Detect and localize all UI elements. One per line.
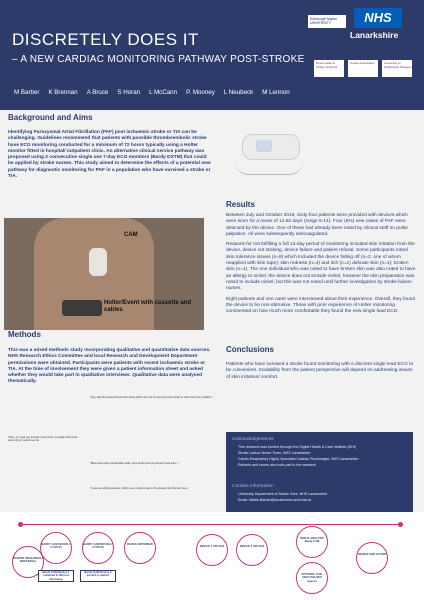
author-name: A Bruce — [86, 89, 109, 96]
nhs-logo: NHS — [354, 8, 402, 28]
nhs-region: Lanarkshire — [350, 30, 399, 40]
results-heading: Results — [226, 200, 255, 209]
cam-label: CAM — [124, 232, 138, 238]
contact-email[interactable]: Email: Martin.Barber@lanarkshire.scot.nhs.uk — [238, 498, 312, 502]
contact-item: University Department of Stroke Care, NHS Lanarkshire — [238, 492, 328, 496]
flow-node: PATIENT DISCHARGE / (REFERRAL) — [12, 546, 44, 578]
flow-node: BARDY CAM DEVICE 1 (7 DAYS) — [40, 532, 72, 564]
holter-label: Holter/Event with cassette and cables — [104, 300, 192, 313]
poster-title: DISCRETELY DOES IT — [12, 30, 199, 49]
author-name: L Neubeck — [223, 89, 254, 96]
flow-node: BARDY CAM DEVICE 2 (7 DAYS) — [82, 532, 114, 564]
ack-item: Stroke Liaison Nurse Team, NHS Lanarkshire — [238, 451, 311, 455]
flow-box: Bardy CAM Device 2 posted to patient — [80, 570, 116, 582]
flow-node: DEVICE 1 UPLOAD — [196, 534, 228, 566]
flow-node: INITIAL ANALYSIS Bardy CAM — [296, 526, 328, 558]
pathway-flowchart — [0, 512, 424, 600]
flow-node: DEVICE RETURNED — [124, 532, 156, 564]
ack-item: Cardio-Respiratory Highly Specialist Cardiac Physiologist, NHS Lanarkshire — [238, 457, 359, 461]
flow-box: Bardy CAM Device 1 collected & fitted at discharge — [38, 570, 74, 582]
conclusions-heading: Conclusions — [226, 345, 275, 354]
flow-node: DEVICE 2 UPLOAD — [236, 534, 268, 566]
contact-heading: Contact Information — [232, 484, 274, 489]
author-name: L McCann — [149, 89, 178, 96]
partner-logo: University of Strathclyde Glasgow — [382, 60, 412, 77]
author-list — [14, 89, 290, 96]
author-name: M Barber — [14, 89, 40, 96]
header-banner — [0, 0, 424, 110]
ack-item: This research was funded through the Digital Health & Care Institute (DHI) — [238, 445, 357, 449]
ack-heading: Acknowledgements — [232, 437, 274, 442]
cam-device — [89, 248, 107, 276]
university-logo: Edinburgh Napier UNIVERSITY — [308, 15, 346, 28]
conclusions-text: Patients who have survived a stroke found monitoring with a discreet single lead ECG to be convenient. Scalability from the patient perspective will depend on addressing issues of skin irritation/ comfort. — [226, 362, 414, 380]
author-name: S Horan — [117, 89, 141, 96]
background-text: Identifying Paroxysmal Atrial Fibrillation (PAF) post ischaemic stroke or TIA can be challenging. Guidelines recommend that patients with possible thromboembolic stroke have ECG monitoring conducted for a minimum of 72 hours typically using a Holter monitor fitted in hospital/ outpatient clinic. An alternative clinical service pathway was proposed using 2 consecutive single use 7-day ECG monitors (Bardy DXTM) that could be applied by stroke nurses. This study aimed to determine the effects of a potential new pathway for diagnostic monitoring for PAF in a population who have survived a stroke or TIA. — [8, 130, 211, 180]
poster-subtitle: – A NEW CARDIAC MONITORING PATHWAY POST-STROKE — [12, 54, 305, 65]
partner-logo: Stroke Association — [348, 60, 378, 77]
monitor-device-image — [224, 120, 314, 180]
author-name: P. Mooney — [186, 89, 215, 96]
flow-node: REVIEW AND ACTION — [356, 542, 388, 574]
background-heading: Background and Aims — [8, 113, 93, 122]
results-paragraph: Reasons for not fulfilling a full 14-day period of monitoring included skin irritation from the device, device not sticking, device failure and patient refusal. Some participants noted skin tolerance issues (n=9) which included the device falling off (n=2, one of whom reapplied with skin tape); skin redness (n=4) and itch (n=1) delicate skin (n=1); broken skin (n=1). The one individual who was noted to have broken skin was also noted to have an allergy to nickel, the device does not include nickel, however the skin preparation was noted to include nickel, but this was not noted until further investigation by stroke liaison nurses. — [226, 242, 416, 292]
results-paragraph: Between July and October 2019, Sixty-four patients were provided with devices which were worn for a mean of 12.65 days (range 5-14). Four (6%) new cases of PAF were detected by the device. One of these had already been noted by clinical staff on pulse palpation. All were subsequently anticoagulated. — [226, 213, 408, 237]
flow-node: OPTIONAL SUB-ANALYSIS NHS Agency — [296, 562, 328, 594]
methods-text: This was a mixed methods study incorporating qualitative and quantitative data sources. NHS Research Ethics Committee and local Research and Development Department permissions were obtained. Participants were patients with recent ischaemic stroke or TIA. At the time of involvement they were given a patient information sheet and asked whether they would take part in qualitative interviews. Qualitative data were analysed thematically. — [8, 348, 211, 385]
methods-heading: Methods — [8, 330, 41, 339]
holter-cassette — [62, 300, 102, 316]
partner-logos — [310, 60, 418, 100]
results-section — [226, 213, 416, 319]
logo-area — [308, 6, 418, 106]
results-paragraph: Eight patients and one carer were interviewed about their experience. Overall, they found the device to be non-obtrusive. Those with prior experience of Holter monitoring commented on how much more comfortable they found the new single lead ECG. — [226, 296, 416, 315]
patient-photo — [4, 218, 204, 330]
partner-logo: Chest Heart & Stroke Scotland — [314, 60, 344, 77]
author-name: K Brennan — [48, 89, 78, 96]
author-name: M Lennon — [262, 89, 290, 96]
ack-item: Patients and carers who took part in the research — [238, 463, 317, 467]
